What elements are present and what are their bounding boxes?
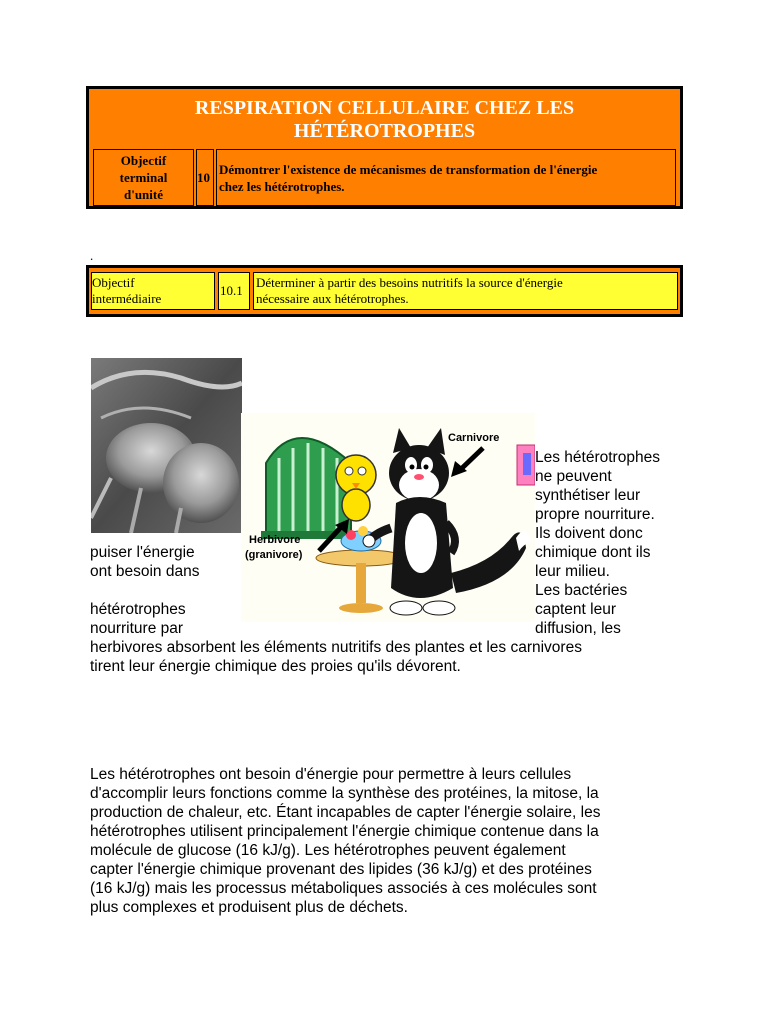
text-line: nourriture par (90, 620, 184, 637)
text-line: Ils doivent donc (535, 525, 643, 542)
unit-header-background (89, 89, 680, 206)
text-line: d'accomplir leurs fonctions comme la synthèse des protéines, la mitose, la (90, 785, 599, 802)
unit-header-table (86, 86, 683, 209)
text-line: plus complexes et produisent plus de déchets. (90, 899, 408, 916)
page-title (89, 97, 680, 143)
label-line: d'unité (123, 187, 163, 202)
cartoon-image (241, 413, 535, 622)
number-text: 10 (197, 170, 210, 185)
terminal-objective-text (216, 149, 676, 206)
text-line: chimique dont ils (535, 544, 651, 561)
text-line: herbivores absorbent les éléments nutritifs des plantes et les carnivores (90, 639, 582, 656)
text-line: Déterminer à partir des besoins nutritifs la source d'énergie (256, 275, 563, 290)
number-text: 10.1 (220, 283, 243, 298)
text-line: capter l'énergie chimique provenant des lipides (36 kJ/g) et des protéines (90, 861, 592, 878)
text-line: Les hétérotrophes ont besoin d'énergie pour permettre à leurs cellules (90, 766, 572, 783)
text-line: nécessaire aux hétérotrophes. (256, 291, 409, 306)
text-line: leur milieu. (535, 563, 610, 580)
label-line: Objectif (120, 153, 167, 168)
intermediate-objective-background (89, 268, 680, 314)
intermediate-objective-table (86, 265, 683, 317)
title-line-2: HÉTÉROTROPHES (293, 120, 476, 142)
text-line: molécule de glucose (16 kJ/g). Les hétérotrophes peuvent également (90, 842, 566, 859)
intermediate-objective-text (253, 272, 678, 310)
ant-micrograph-image (91, 358, 242, 533)
label-line: terminal (119, 170, 168, 185)
title-line-1: RESPIRATION CELLULAIRE CHEZ LES (194, 97, 575, 119)
text-line: (16 kJ/g) mais les processus métaboliques associés à ces molécules sont (90, 880, 597, 897)
text-line: chez les hétérotrophes. (219, 179, 345, 194)
text-line: propre nourriture. (535, 506, 655, 523)
text-line: production de chaleur, etc. Étant incapables de capter l'énergie solaire, les (90, 804, 601, 821)
label-line: Objectif (92, 275, 135, 290)
text-line: tirent leur énergie chimique des proies qu'ils dévorent. (90, 658, 461, 675)
text-line: Démontrer l'existence de mécanismes de transformation de l'énergie (219, 162, 598, 177)
text-line: hétérotrophes (90, 601, 186, 618)
text-line: ont besoin dans (90, 563, 200, 580)
text-line (90, 581, 240, 600)
terminal-objective-number (196, 149, 214, 206)
text-line: ne peuvent (535, 468, 612, 485)
text-line: diffusion, les (535, 620, 621, 637)
granivore-label: (granivore) (245, 549, 303, 561)
terminal-objective-label (93, 149, 194, 206)
stray-dot: . (90, 248, 94, 263)
label-line: intermédiaire (92, 291, 162, 306)
text-line: hétérotrophes utilisent principalement l'énergie chimique contenue dans la (90, 823, 599, 840)
herbivore-label: Herbivore (249, 534, 301, 546)
text-line: puiser l'énergie (90, 544, 195, 561)
intermediate-objective-number (218, 272, 250, 310)
intermediate-objective-label (91, 272, 215, 310)
text-line: synthétiser leur (535, 487, 641, 504)
text-line: captent leur (535, 601, 616, 618)
paragraph-1-right-column (535, 448, 750, 638)
paragraph-1-full-width (90, 638, 750, 676)
text-line: Les hétérotrophes (535, 449, 660, 466)
carnivore-label: Carnivore (448, 432, 500, 444)
text-line: Les bactéries (535, 582, 628, 599)
paragraph-1-left-column (90, 543, 240, 638)
paragraph-2 (90, 765, 750, 917)
